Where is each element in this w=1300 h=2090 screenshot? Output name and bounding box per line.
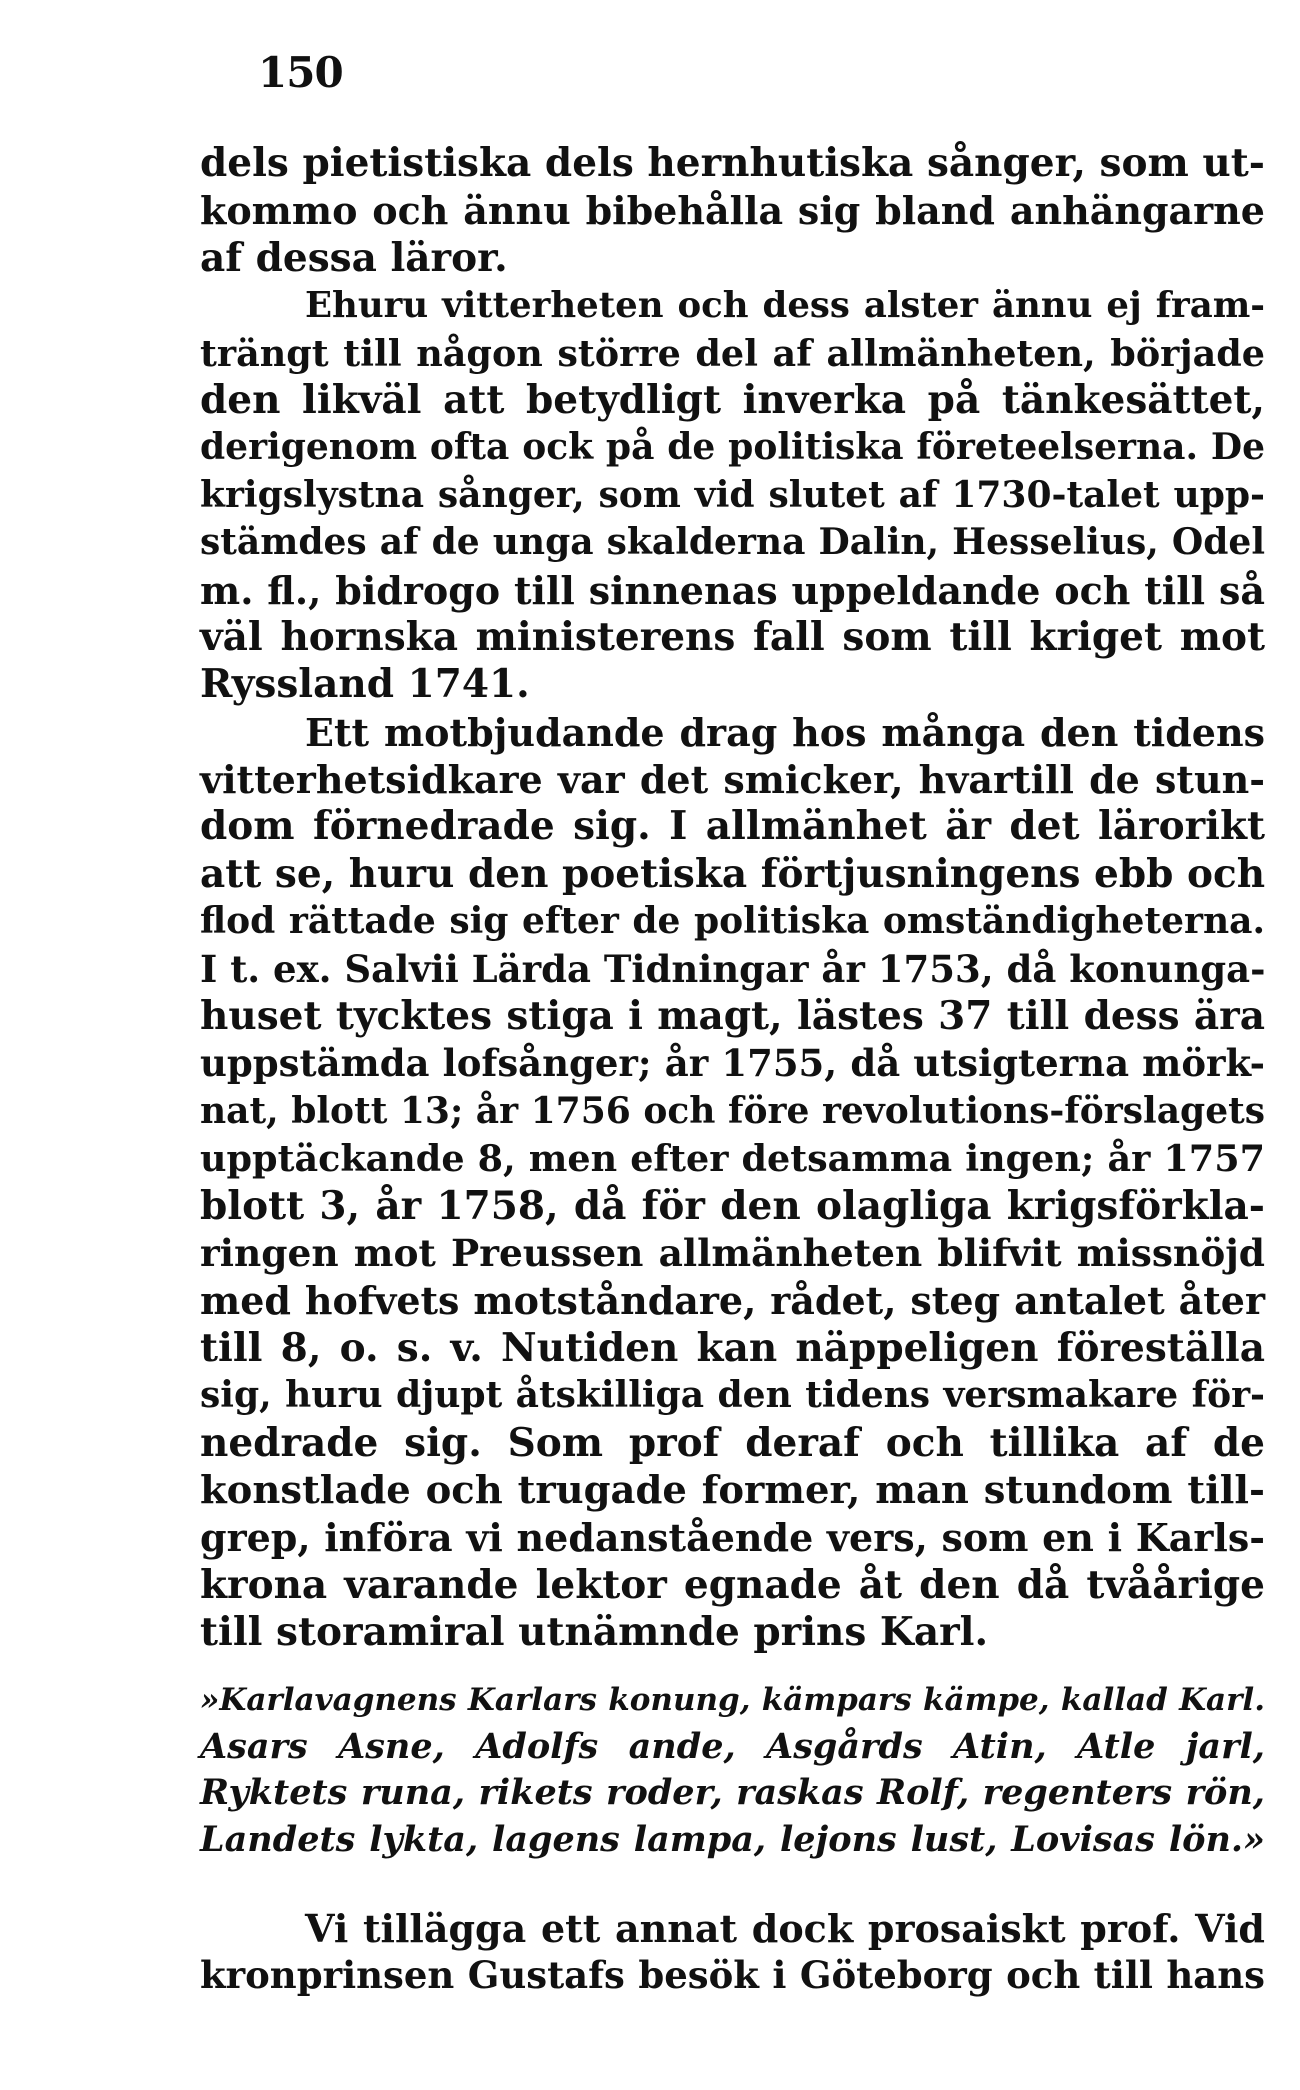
text-line: till storamiral utnämnde prins Karl. (200, 1609, 989, 1656)
text-line: flod rättade sig efter de politiska omständigheterna. (200, 900, 1265, 943)
body-text (200, 140, 1265, 1657)
text-line: uppstämda lofsånger; år 1755, då utsigterna mörk- (200, 1041, 1265, 1086)
text-line: huset tycktes stiga i magt, lästes 37 till dess ära (200, 993, 1265, 1040)
text-line: kronprinsen Gustafs besök i Göteborg och till hans (200, 1953, 1265, 1998)
verse-line: Ryktets runa, rikets roder, raskas Rolf, regenters rön, (200, 1772, 1265, 1813)
text-line: nedrade sig. Som prof deraf och tillika af de (200, 1419, 1265, 1466)
text-line: krigslystna sånger, som vid slutet af 1730-talet upp- (200, 473, 1265, 516)
text-line: Vi tillägga ett annat dock prosaiskt prof. Vid (305, 1906, 1265, 1951)
text-line: till 8, o. s. v. Nutiden kan näppeligen föreställa (200, 1324, 1265, 1371)
text-line: Ryssland 1741. (200, 661, 530, 708)
text-line: Ett motbjudande drag hos många den tidens (305, 709, 1265, 755)
text-line: m. fl., bidrogo till sinnenas uppeldande och till så (200, 567, 1265, 613)
text-line: I t. ex. Salvii Lärda Tidningar år 1753, då konunga- (200, 946, 1266, 991)
closing-paragraph (200, 1905, 1265, 2000)
page-number: 150 (258, 48, 343, 97)
text-line: dels pietistiska dels hernhutiska sånger, som ut- (200, 140, 1265, 186)
text-line: väl hornska ministerens fall som till kriget mot (200, 613, 1265, 660)
text-line: dom förnedrade sig. I allmänhet är det lärorikt (200, 803, 1265, 850)
text-line: den likväl att betydligt inverka på tänkesättet, (200, 376, 1265, 423)
verse-line: »Karlavagnens Karlars konung, kämpars kämpe, kallad Karl. (200, 1682, 1265, 1718)
verse-line: Asars Asne, Adolfs ande, Asgårds Atin, Atle jarl, (200, 1725, 1265, 1767)
text-line: vitterhetsidkare var det smicker, hvartill de stun- (200, 757, 1265, 803)
text-line: kommo och ännu bibehålla sig bland anhängarne (200, 188, 1265, 234)
text-line: med hofvets motståndare, rådet, steg antalet åter (200, 1278, 1265, 1324)
text-line: ringen mot Preussen allmänheten blifvit missnöjd (200, 1230, 1265, 1275)
text-line: upptäckande 8, men efter detsamma ingen; år 1757 (200, 1137, 1265, 1181)
text-line: grep, införa vi nedanstående vers, som en i Karls- (200, 1515, 1265, 1561)
text-line: sig, huru djupt åtskilliga den tidens versmakare för- (200, 1374, 1265, 1417)
text-line: stämdes af de unga skalderna Dalin, Hesselius, Odel (200, 521, 1265, 564)
text-line: nat, blott 13; år 1756 och före revolutions-förslagets (200, 1089, 1265, 1132)
verse-line: Landets lykta, lagens lampa, lejons lust, Lovisas lön.» (200, 1818, 1265, 1860)
verse-quote (200, 1677, 1265, 1863)
text-line: derigenom ofta ock på de politiska företeelserna. De (200, 426, 1265, 469)
text-line: krona varande lektor egnade åt den då tvåårige (200, 1561, 1265, 1608)
text-line: blott 3, år 1758, då för den olagliga krigsförkla- (200, 1182, 1265, 1229)
text-line: att se, huru den poetiska förtjusningens ebb och (200, 850, 1266, 897)
text-line: af dessa läror. (200, 234, 508, 281)
text-line: trängt till någon större del af allmänheten, började (200, 331, 1265, 375)
text-line: konstlade och trugade former, man stundom till- (200, 1467, 1265, 1513)
text-line: Ehuru vitterheten och dess alster ännu ej fram- (305, 285, 1265, 327)
